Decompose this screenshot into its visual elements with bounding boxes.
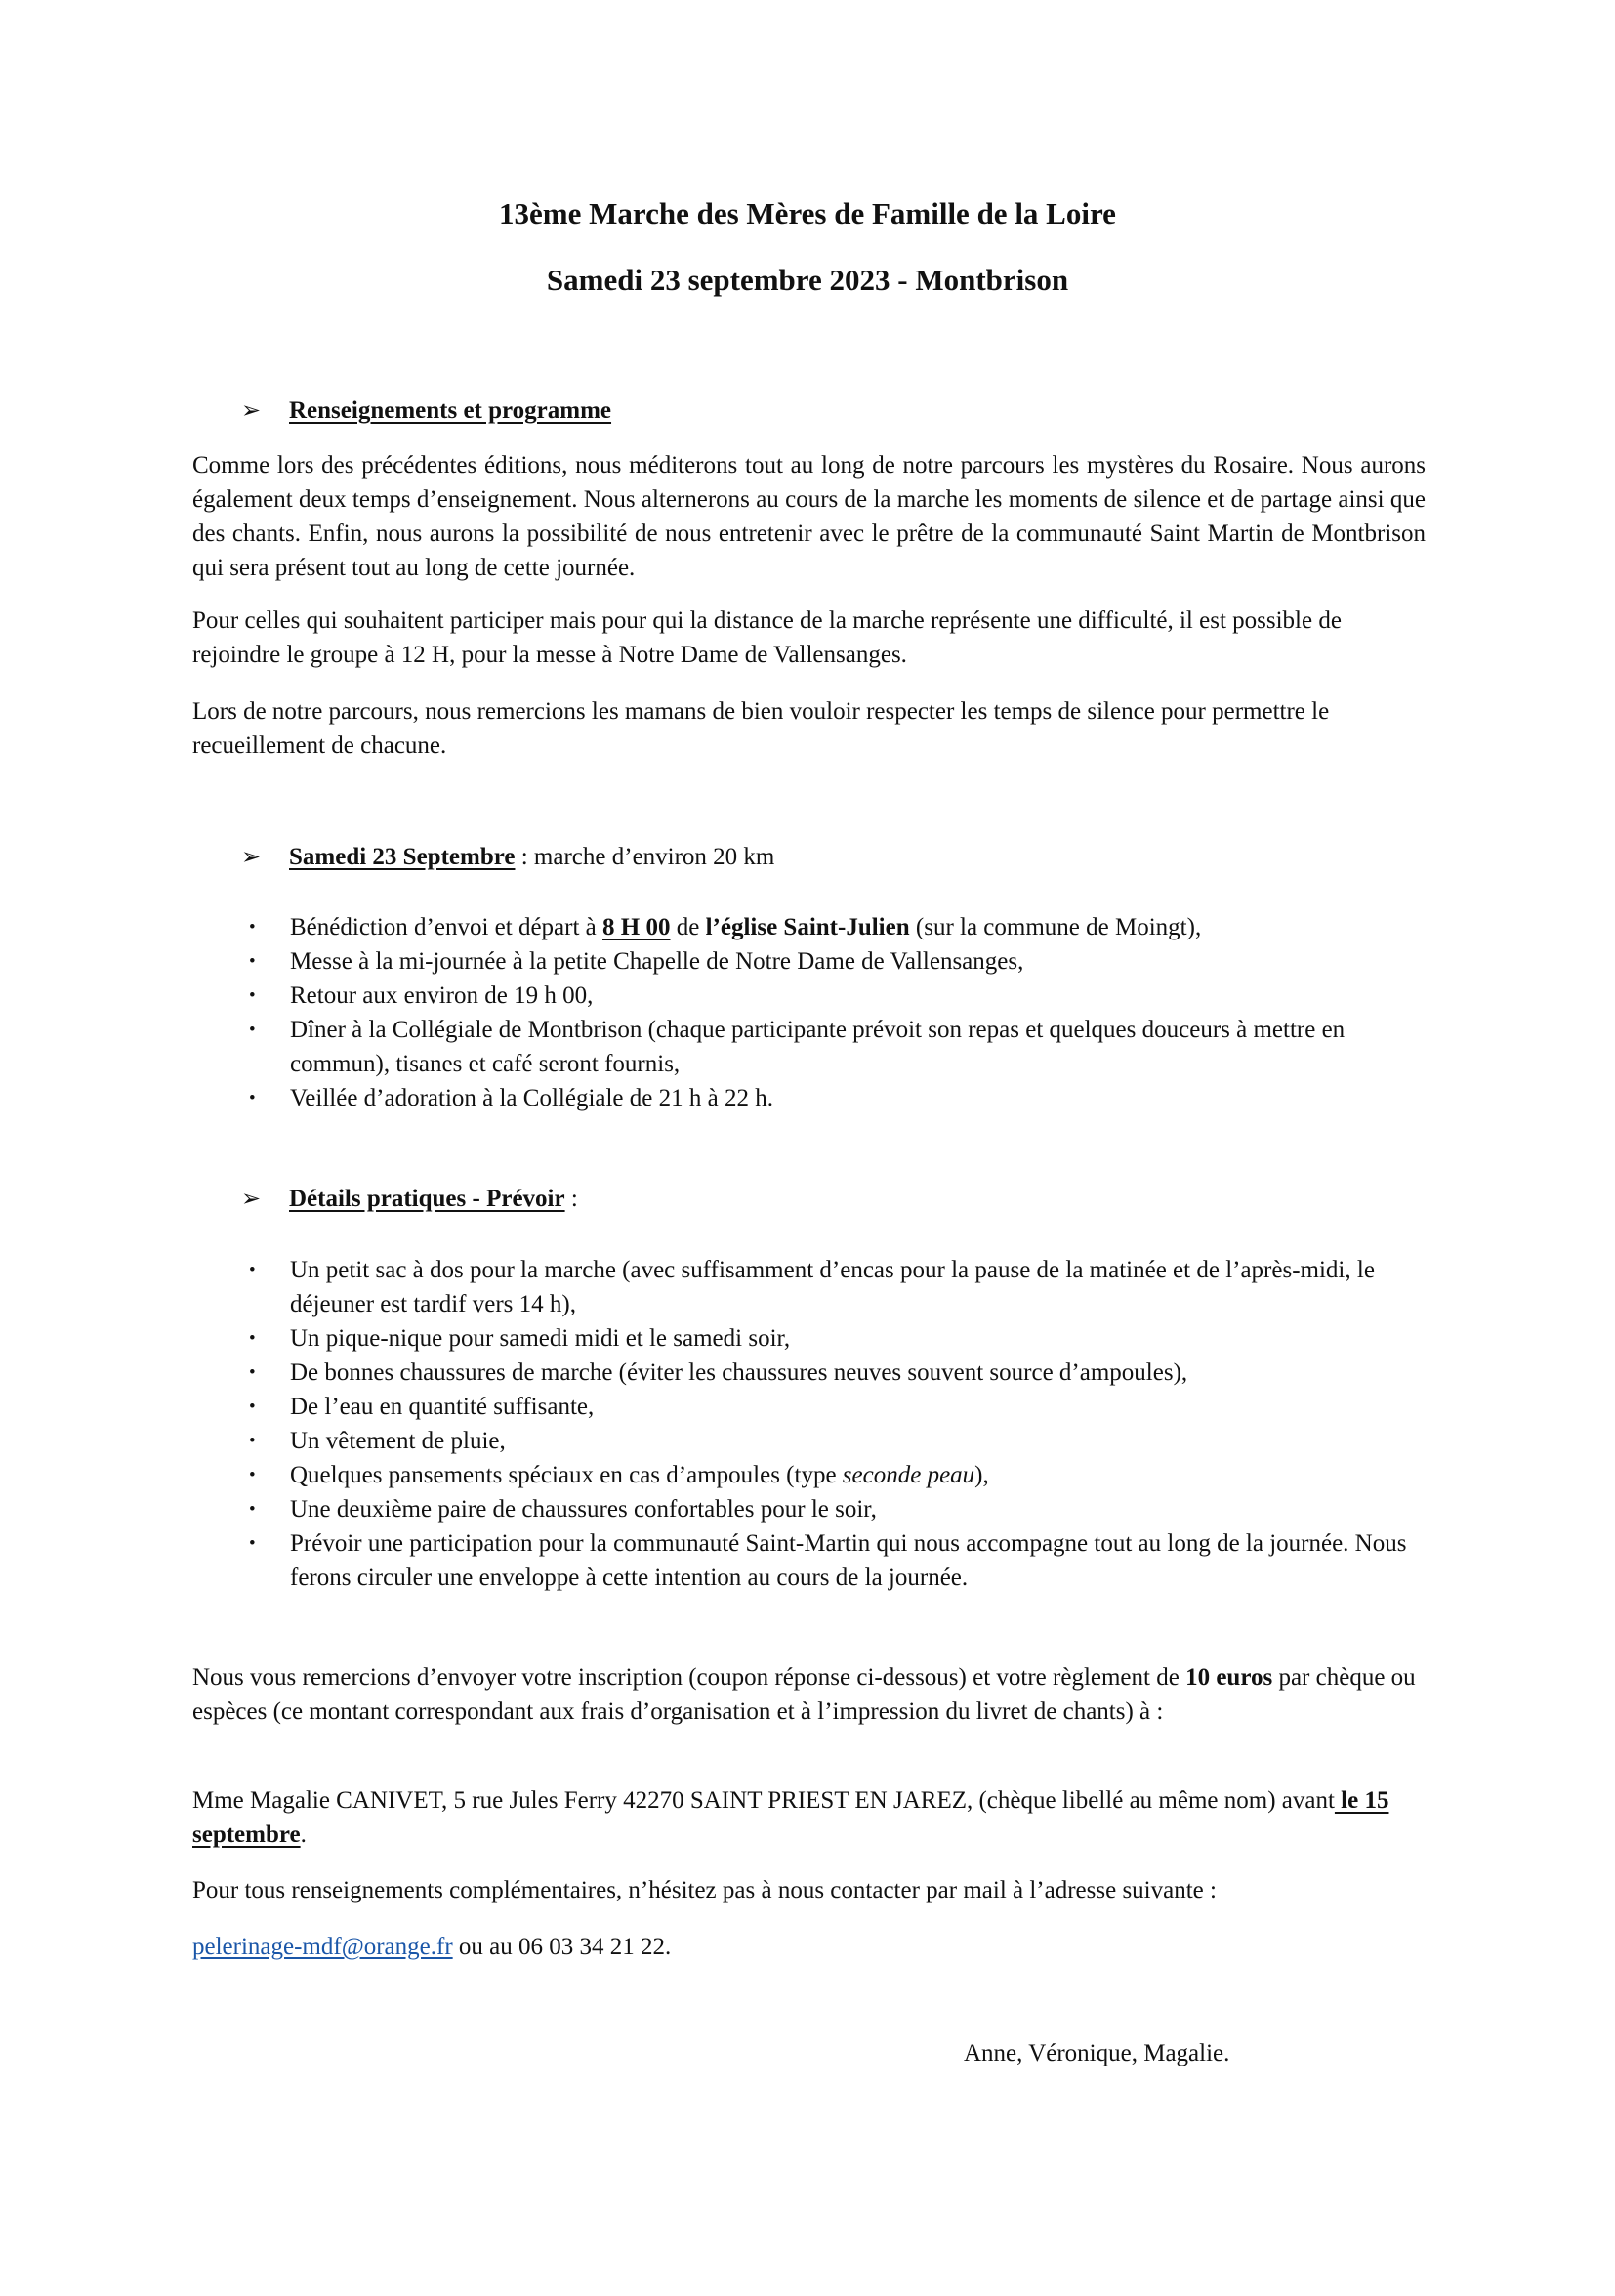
paragraph-silence: Lors de notre parcours, nous remercions les mamans de bien vouloir respecter les temps de silence pour permettre le recueillement de chacune.	[192, 698, 1330, 759]
program-list	[192, 910, 1432, 1115]
bullet-icon: •	[249, 951, 256, 972]
section-heading-samedi	[241, 841, 774, 874]
arrow-bullet-icon: ➢	[241, 845, 262, 870]
list-item: • Un pique-nique pour samedi midi et le samedi soir,	[192, 1321, 1432, 1356]
section-heading-text: Renseignements et programme	[289, 397, 612, 424]
departure-time: 8 H 00	[602, 914, 671, 940]
list-item: • Retour aux environ de 19 h 00,	[192, 979, 1432, 1013]
bullet-icon: •	[249, 1465, 256, 1485]
bullet-icon: •	[249, 985, 256, 1006]
list-item: • Messe à la mi-journée à la petite Chapelle de Notre Dame de Vallensanges,	[192, 944, 1432, 979]
list-item: • De bonnes chaussures de marche (éviter les chaussures neuves souvent source d’ampoules),	[192, 1356, 1432, 1390]
list-item: • Un petit sac à dos pour la marche (avec suffisamment d’encas pour la pause de la matinée et de l’après-midi, le déjeuner est tardif vers 14 h),	[192, 1253, 1432, 1321]
packing-list	[192, 1253, 1432, 1595]
bullet-icon: •	[249, 1499, 256, 1520]
deadline: le 15 septembre	[192, 1787, 1389, 1848]
signature: Anne, Véronique, Magalie.	[964, 2040, 1230, 2066]
document-subtitle: Samedi 23 septembre 2023 - Montbrison	[546, 263, 1069, 297]
paragraph-distance: Pour celles qui souhaitent participer mais pour qui la distance de la marche représente une difficulté, il est possible de rejoindre le groupe à 12 H, pour la messe à Notre Dame de Vallensanges.	[192, 607, 1342, 668]
arrow-bullet-icon: ➢	[241, 398, 262, 424]
list-item: • Prévoir une participation pour la communauté Saint-Martin qui nous accompagne tout au long de la journée. Nous ferons circuler une enveloppe à cette intention au cours de la journée.	[192, 1526, 1432, 1595]
paragraph-registration: Nous vous remercions d’envoyer votre inscription (coupon réponse ci-dessous) et votre règlement de 10 euros par chèque ou espèces (ce montant correspondant aux frais d’organisation et à l’impression du livret de chants) à :	[192, 1664, 1416, 1725]
section-heading-text: Samedi 23 Septembre	[289, 844, 516, 870]
paragraph-intro: Comme lors des précédentes éditions, nous méditerons tout au long de notre parcours les mystères du Rosaire. Nous aurons également deux temps d’enseignement. Nous alternerons au cours de la marche les moments de silence et de partage ainsi que des chants. Enfin, nous aurons la possibilité de nous entretenir avec le prêtre de la communauté Saint Martin de Montbrison qui sera présent tout au long de cette journée.	[192, 452, 1426, 581]
phone-text: ou au 06 03 34 21 22.	[452, 1934, 672, 1960]
bullet-icon: •	[249, 917, 256, 938]
arrow-bullet-icon: ➢	[241, 1187, 262, 1212]
paragraph-contact: Pour tous renseignements complémentaires, n’hésitez pas à nous contacter par mail à l’adresse suivante :	[192, 1877, 1217, 1903]
email-link[interactable]: pelerinage-mdf@orange.fr	[192, 1934, 453, 1960]
price: 10 euros	[1185, 1664, 1273, 1691]
list-item: • Veillée d’adoration à la Collégiale de 21 h à 22 h.	[192, 1081, 1432, 1115]
bullet-icon: •	[249, 1088, 256, 1108]
list-item: • Une deuxième paire de chaussures confortables pour le soir,	[192, 1492, 1432, 1526]
list-item: • Bénédiction d’envoi et départ à 8 H 00 de l’église Saint-Julien (sur la commune de Moingt),	[192, 910, 1432, 944]
section-heading-renseignements	[241, 395, 611, 428]
list-item: • Dîner à la Collégiale de Montbrison (chaque participante prévoit son repas et quelques douceurs à mettre en commun), tisanes et café seront fournis,	[192, 1013, 1432, 1081]
paragraph-address: Mme Magalie CANIVET, 5 rue Jules Ferry 42270 SAINT PRIEST EN JAREZ, (chèque libellé au même nom) avant le 15 septembre.	[192, 1787, 1389, 1848]
list-item: • Un vêtement de pluie,	[192, 1424, 1432, 1458]
section-heading-details	[241, 1183, 578, 1216]
list-item: • De l’eau en quantité suffisante,	[192, 1390, 1432, 1424]
bullet-icon: •	[249, 1397, 256, 1417]
paragraph-email	[192, 1930, 1426, 1964]
bullet-icon: •	[249, 1362, 256, 1383]
section-heading-text: Détails pratiques - Prévoir	[289, 1186, 565, 1212]
bullet-icon: •	[249, 1431, 256, 1451]
document-title: 13ème Marche des Mères de Famille de la Loire	[499, 196, 1116, 230]
list-item: • Quelques pansements spéciaux en cas d’ampoules (type seconde peau),	[192, 1458, 1432, 1492]
bullet-icon: •	[249, 1020, 256, 1040]
section-heading-suffix: :	[564, 1186, 578, 1212]
bullet-icon: •	[249, 1260, 256, 1280]
departure-place: l’église Saint-Julien	[705, 914, 910, 940]
bullet-icon: •	[249, 1533, 256, 1554]
bullet-icon: •	[249, 1328, 256, 1349]
section-heading-suffix: : marche d’environ 20 km	[515, 844, 775, 870]
